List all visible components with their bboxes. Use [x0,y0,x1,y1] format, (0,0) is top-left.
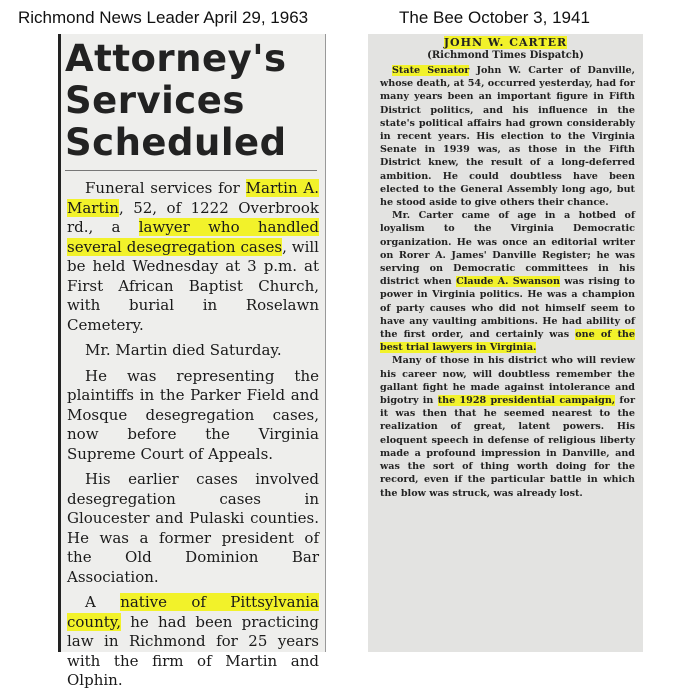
highlight-subject-name: JOHN W. CARTER [443,36,568,49]
highlight-state-senator: State Senator [392,65,470,76]
byline [368,36,643,62]
paragraph-3 [380,354,635,499]
caption-right: The Bee October 3, 1941 [399,8,590,27]
divider [65,170,317,171]
paragraph-1 [380,64,635,209]
highlight-native: native of Pittsylvania county, [67,593,319,631]
text-run: John W. Carter of Danville, whose death, at 54, occurred yesterday, had for many years been an important figure in Fifth District politics, and his influence in the state's political affairs had grown considerably in recent years. His election to the Virginia Senate in 1939 was, as those in the Fifth District knew, the result of a long-deferred ambition. He could doubtless have been elected to the General Assembly long ago, but he stood aside to give others their chance. [380,65,635,209]
caption-left: Richmond News Leader April 29, 1963 [18,8,309,27]
subject-name [368,36,643,49]
text-run: he had been practicing law in Richmond for 25 years with the firm of Martin and Olphin. [67,612,319,689]
paragraph-1 [67,179,319,335]
text-run: was rising to power in Virginia politics. He was a champion of party causes who did not himself seem to have any vaulting ambitions. He had ability of the first order, and certainly was [380,276,635,341]
article-body-right [368,62,643,500]
highlight-1928-campaign: the 1928 presidential campaign, [437,395,616,407]
text-run: Funeral services for [85,179,246,197]
paragraph-2: Mr. Martin died Saturday. [85,341,282,359]
headline-line-3: Scheduled [65,121,287,164]
text-run: for it was then that he seemed nearest to the realization of great, latent powers. His eloquent speech in defense of religious liberty made a profound impression in Danville, and was the sort of thing worth doing for the record, even if the particular battle in which the blow was struck, was already lost. [380,395,636,499]
paragraph-5 [67,593,319,691]
text-run: , will be held Wednesday at 3 p.m. at First African Baptist Church, with burial in Roselawn Cemetery. [67,237,319,334]
highlight-name: Martin A. Martin [67,179,319,217]
headline [65,38,325,164]
highlight-trial-lawyers: one of the best trial lawyers in Virginia. [380,329,635,354]
headline-line-1: Attorney's [65,37,287,80]
paragraph-4: His earlier cases involved desegregation cases in Gloucester and Pulaski counties. He was a former president of the Old Dominion Bar Association. [67,470,319,586]
paragraph-3: He was representing the plaintiffs in the Parker Field and Mosque desegregation cases, now before the Virginia Supreme Court of Appeals. [67,366,319,463]
text-run: Mr. Carter came of age in a hotbed of loyalism to the Virginia Democratic organization. He was once an editorial writer on Rorer A. James' Danville Register; he was serving on Democratic committees in his district when [380,210,635,288]
highlight-swanson: Claude A. Swanson [456,276,560,288]
clipping-news-leader [58,34,326,689]
headline-line-2: Services [65,79,245,122]
text-run: Many of those in his district who will review his career now, will doubtless remember the gallant fight he made against intolerance and bigotry in [380,355,635,407]
text-run: , 52, of 1222 Overbrook rd., a [67,198,319,236]
highlight-lawyer: lawyer who handled several desegregation cases [67,218,319,256]
text-run: A [85,593,121,611]
paragraph-2 [380,209,635,354]
source-line: (Richmond Times Dispatch) [427,50,584,61]
article-body-left [61,179,325,691]
clipping-the-bee [368,34,643,652]
